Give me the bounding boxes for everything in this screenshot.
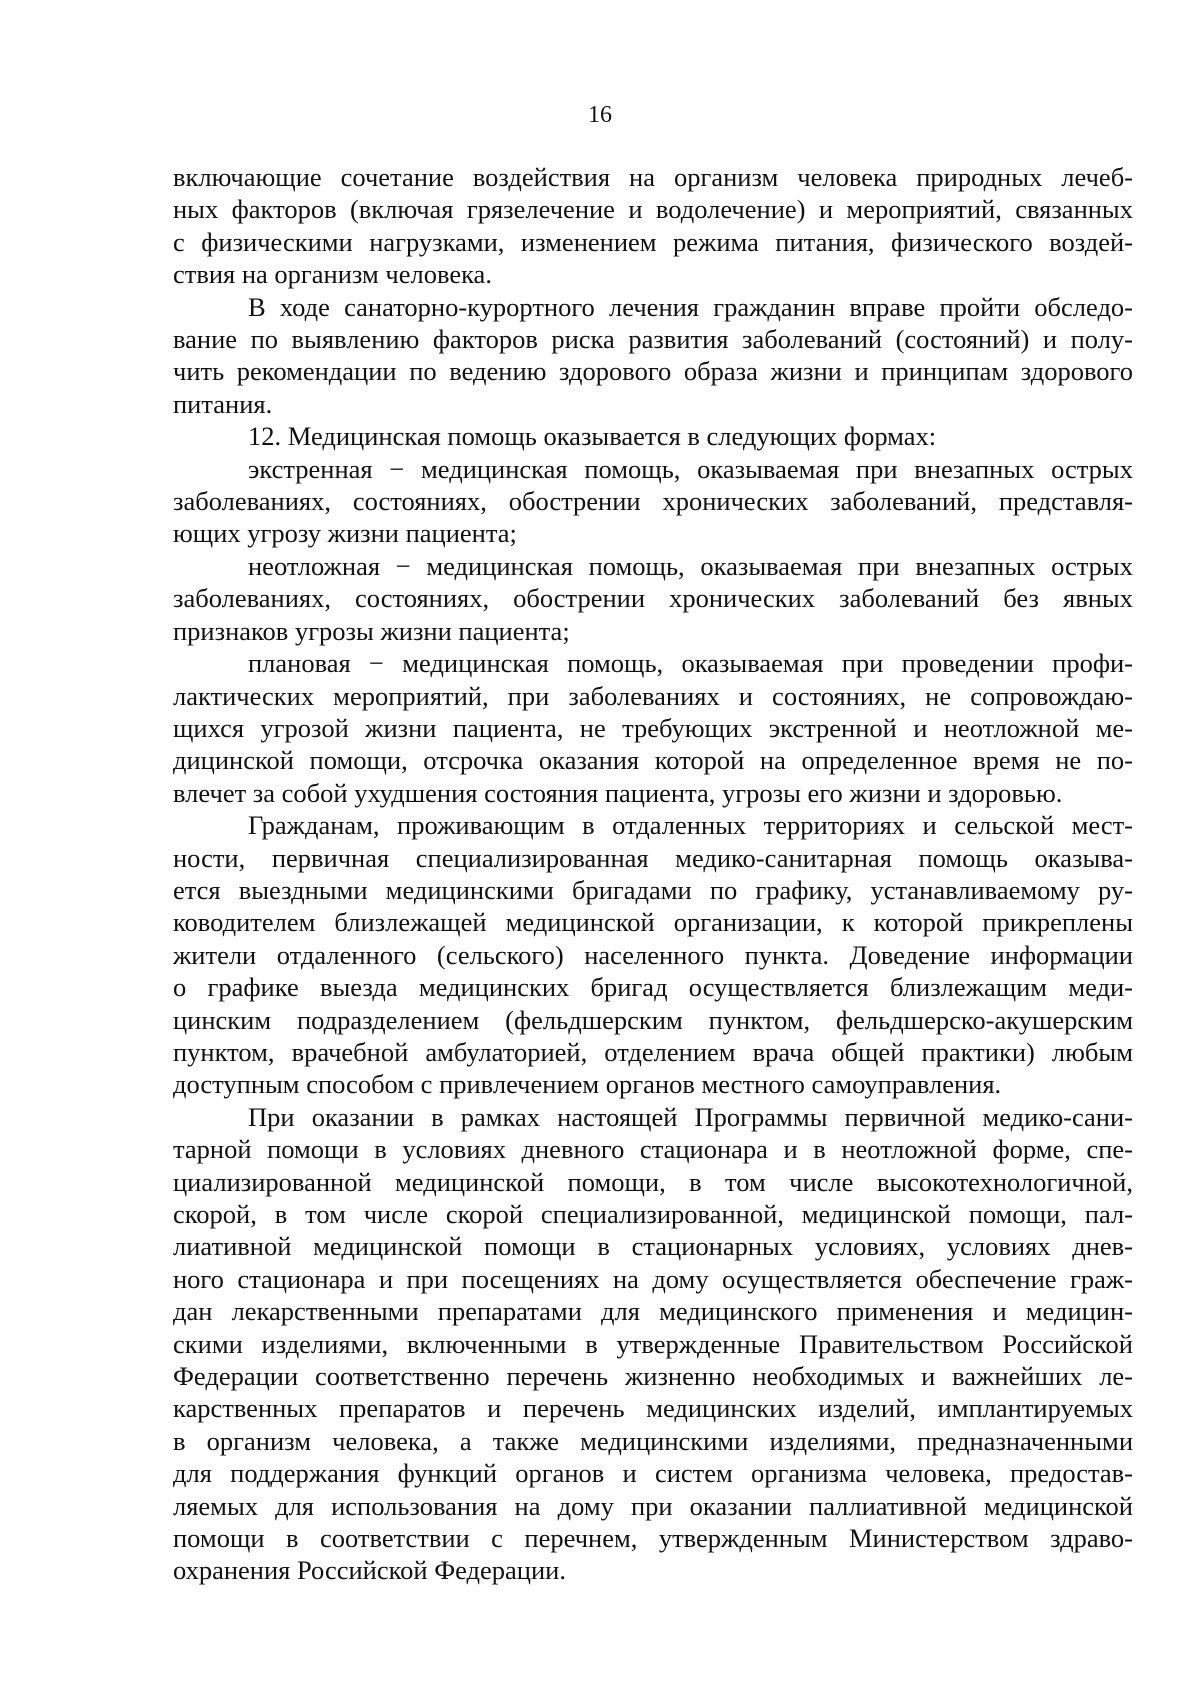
text-line: доступным способом с привлечением органов местного самоуправления. [173, 1069, 1002, 1100]
text-line: в организм человека, а также медицинскими изделиями, предназначенными [173, 1425, 1133, 1456]
text-line: влечет за собой ухудшения состояния пациента, угрозы его жизни и здоровью. [173, 777, 1063, 808]
text-line: для поддержания функций органов и систем организма человека, предостав- [173, 1458, 1133, 1489]
text-line: лиативной медицинской помощи в стационарных условиях, условиях днев- [173, 1231, 1133, 1262]
text-line: ляемых для использования на дому при оказании паллиативной медицинской [173, 1490, 1133, 1521]
text-line: ющих угрозу жизни пациента; [173, 518, 517, 549]
text-line: заболеваниях, состояниях, обострении хронических заболеваний, представля- [173, 486, 1133, 517]
text-line: Федерации соответственно перечень жизненно необходимых и важнейших ле- [173, 1361, 1133, 1392]
text-line: карственных препаратов и перечень медицинских изделий, имплантируемых [173, 1393, 1133, 1424]
text-line: дан лекарственными препаратами для медицинского применения и медицин- [173, 1296, 1133, 1327]
text-line: питания. [173, 388, 273, 419]
paragraph [173, 291, 1133, 421]
paragraph [173, 453, 1133, 550]
text-line: циализированной медицинской помощи, в том числе высокотехнологичной, [173, 1166, 1133, 1197]
text-line: помощи в соответствии с перечнем, утвержденным Министерством здраво- [173, 1523, 1133, 1554]
text-line: вание по выявлению факторов риска развития заболеваний (состояний) и полу- [173, 324, 1133, 355]
paragraph [173, 161, 1133, 291]
text-line: дицинской помощи, отсрочка оказания которой на определенное время не по- [173, 745, 1133, 776]
text-line: охранения Российской Федерации. [173, 1555, 566, 1586]
text-line: о графике выезда медицинских бригад осуществляется близлежащим меди- [173, 972, 1133, 1003]
text-line: заболеваниях, состояниях, обострении хронических заболеваний без явных [173, 583, 1133, 614]
text-line: скими изделиями, включенными в утвержденные Правительством Российской [173, 1328, 1133, 1359]
text-line: Гражданам, проживающим в отдаленных территориях и сельской мест- [248, 810, 1133, 841]
text-line: жители отдаленного (сельского) населенного пункта. Доведение информации [173, 939, 1133, 970]
text-line: ных факторов (включая грязелечение и водолечение) и мероприятий, связанных [173, 194, 1133, 225]
paragraph [173, 809, 1133, 1101]
text-line: щихся угрозой жизни пациента, не требующих экстренной и неотложной ме- [173, 712, 1133, 743]
text-line: 12. Медицинская помощь оказывается в следующих формах: [248, 421, 937, 452]
page-number: 16 [588, 102, 612, 128]
text-line: плановая − медицинская помощь, оказываемая при проведении профи- [248, 648, 1133, 679]
text-line: ности, первичная специализированная медико-санитарная помощь оказыва- [173, 842, 1133, 873]
text-line: тарной помощи в условиях дневного стационара и в неотложной форме, спе- [173, 1134, 1133, 1165]
paragraph [173, 1101, 1133, 1587]
text-line: неотложная − медицинская помощь, оказываемая при внезапных острых [248, 550, 1133, 581]
text-line: ется выездными медицинскими бригадами по графику, устанавливаемому ру- [173, 874, 1133, 905]
paragraph [173, 647, 1133, 809]
text-line: ного стационара и при посещениях на дому осуществляется обеспечение граж- [173, 1263, 1133, 1294]
text-line: признаков угрозы жизни пациента; [173, 615, 570, 646]
paragraph [173, 420, 1133, 452]
text-line: При оказании в рамках настоящей Программы первичной медико-сани- [248, 1101, 1133, 1132]
text-line: ствия на организм человека. [173, 259, 492, 290]
text-line: В ходе санаторно-курортного лечения гражданин вправе пройти обследо- [248, 291, 1133, 322]
paragraph [173, 550, 1133, 647]
text-line: ководителем близлежащей медицинской организации, к которой прикреплены [173, 907, 1133, 938]
text-line: цинским подразделением (фельдшерским пунктом, фельдшерско-акушерским [173, 1004, 1133, 1035]
text-line: включающие сочетание воздействия на организм человека природных лечеб- [173, 162, 1133, 192]
text-line: экстренная − медицинская помощь, оказываемая при внезапных острых [248, 453, 1133, 484]
document-body [173, 161, 1133, 1587]
text-line: с физическими нагрузками, изменением режима питания, физического воздей- [173, 226, 1133, 257]
text-line: пунктом, врачебной амбулаторией, отделением врача общей практики) любым [173, 1036, 1133, 1067]
text-line: чить рекомендации по ведению здорового образа жизни и принципам здорового [173, 356, 1133, 387]
text-line: лактических мероприятий, при заболеваниях и состояниях, не сопровождаю- [173, 680, 1133, 711]
text-line: скорой, в том числе скорой специализированной, медицинской помощи, пал- [173, 1199, 1133, 1229]
